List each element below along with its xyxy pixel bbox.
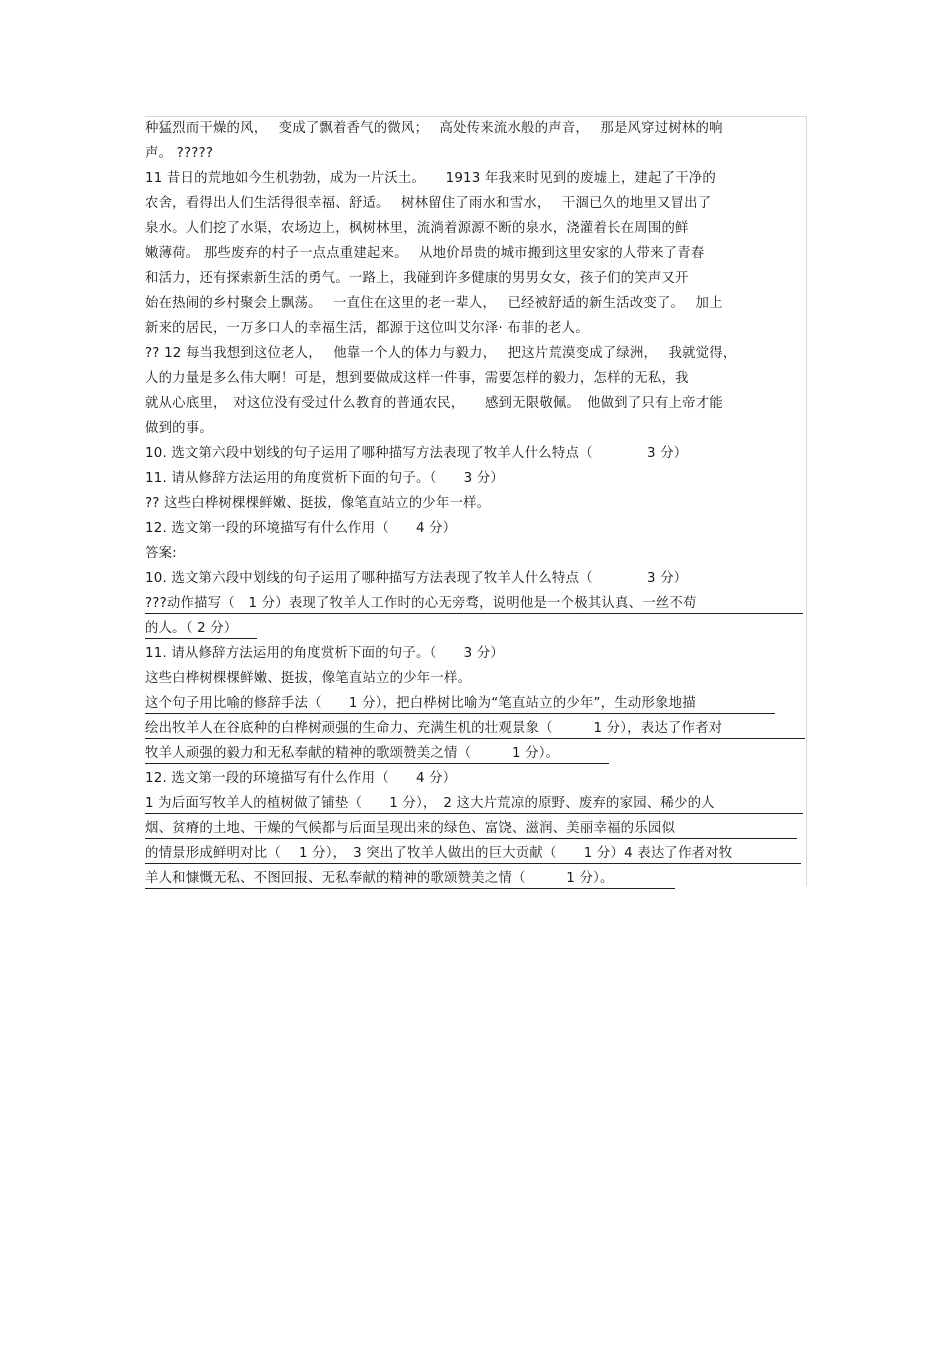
text-line: 始在热闹的乡村聚会上飘荡。 一直住在这里的老一辈人， 已经被舒适的新生活改变了。 加上 xyxy=(145,296,723,311)
text-line: 和活力，还有探索新生活的勇气。一路上，我碰到许多健康的男男女女，孩子们的笑声又开 xyxy=(145,271,689,286)
answer-11-text: 这个句子用比喻的修辞手法（ 1 分），把白桦树比喻为“笔直站立的少年”，生动形象地描 xyxy=(145,694,775,714)
answer-12-text: 羊人和慷慨无私、不图回报、无私奉献的精神的歌颂赞美之情（ 1 分）。 xyxy=(145,869,675,889)
answer-10-text: 的人。（ 2 分） xyxy=(145,619,257,639)
answer-12-text: 烟、贫瘠的土地、干燥的气候都与后面呈现出来的绿色、富饶、滋润、美丽幸福的乐园似 xyxy=(145,819,797,839)
text-line: 种猛烈而干燥的风， 变成了飘着香气的微风； 高处传来流水般的声音， 那是风穿过树林的响 xyxy=(145,121,723,136)
answer-12-question: 12. 选文第一段的环境描写有什么作用（ 4 分） xyxy=(145,771,457,786)
text-line: 新来的居民，一万多口人的幸福生活，都源于这位叫艾尔泽· 布菲的老人。 xyxy=(145,321,589,336)
answer-11-sentence: 这些白桦树棵棵鲜嫩、挺拔，像笔直站立的少年一样。 xyxy=(145,671,472,686)
text-line: ?? 12 每当我想到这位老人， 他靠一个人的体力与毅力， 把这片荒漠变成了绿洲， 我就觉得， xyxy=(145,346,737,361)
question-10: 10. 选文第六段中划线的句子运用了哪种描写方法表现了牧羊人什么特点（ 3 分） xyxy=(145,446,688,461)
question-11-sentence: ?? 这些白桦树棵棵鲜嫩、挺拔，像笔直站立的少年一样。 xyxy=(145,496,491,511)
answer-12-text: 1 为后面写牧羊人的植树做了铺垫（ 1 分）， 2 这大片荒凉的原野、废弃的家园、稀少的人 xyxy=(145,794,803,814)
text-line: 11 昔日的荒地如今生机勃勃，成为一片沃土。 1913 年我来时见到的废墟上，建起了干净的 xyxy=(145,171,716,186)
text-line: 农舍，看得出人们生活得很幸福、舒适。 树林留住了雨水和雪水， 干涸已久的地里又冒出了 xyxy=(145,196,712,211)
text-line: 泉水。人们挖了水渠，农场边上，枫树林里，流淌着源源不断的泉水，浇灌着长在周围的鲜 xyxy=(145,221,689,236)
answer-heading: 答案: xyxy=(145,546,177,561)
answer-12-text: 的情景形成鲜明对比（ 1 分）， 3 突出了牧羊人做出的巨大贡献（ 1 分）4 表达了作者对牧 xyxy=(145,844,801,864)
text-line: 就从心底里， 对这位没有受过什么教育的普通农民， 感到无限敬佩。 他做到了只有上帝才能 xyxy=(145,396,723,411)
text-line: 声。 ????? xyxy=(145,146,214,161)
answer-10-question: 10. 选文第六段中划线的句子运用了哪种描写方法表现了牧羊人什么特点（ 3 分） xyxy=(145,571,688,586)
text-line: 做到的事。 xyxy=(145,421,213,436)
answer-11-text: 牧羊人顽强的毅力和无私奉献的精神的歌颂赞美之情（ 1 分）。 xyxy=(145,744,609,764)
text-line: 人的力量是多么伟大啊！可是，想到要做成这样一件事，需要怎样的毅力，怎样的无私，我 xyxy=(145,371,689,386)
answer-10-text: ???动作描写（ 1 分）表现了牧羊人工作时的心无旁骛，说明他是一个极其认真、一丝不苟 xyxy=(145,594,803,614)
answer-11-text: 绘出牧羊人在谷底种的白桦树顽强的生命力、充满生机的壮观景象（ 1 分），表达了作者对 xyxy=(145,719,805,739)
text-line: 嫩薄荷。 那些废弃的村子一点点重建起来。 从地价昂贵的城市搬到这里安家的人带来了青春 xyxy=(145,246,705,261)
answer-11-question: 11. 请从修辞方法运用的角度赏析下面的句子。（ 3 分） xyxy=(145,646,505,661)
question-11: 11. 请从修辞方法运用的角度赏析下面的句子。（ 3 分） xyxy=(145,471,505,486)
question-12: 12. 选文第一段的环境描写有什么作用（ 4 分） xyxy=(145,521,457,536)
document-page xyxy=(145,116,807,886)
